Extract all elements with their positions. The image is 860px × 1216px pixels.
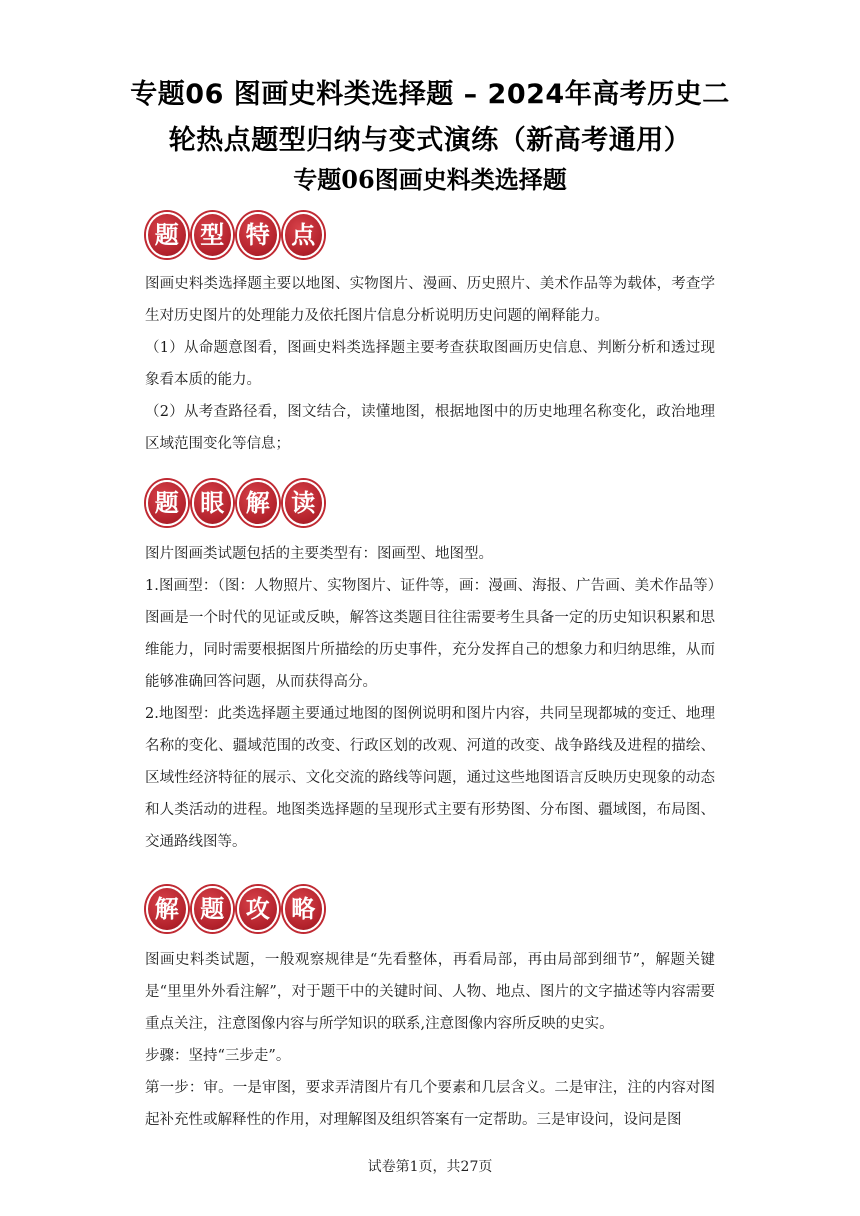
section-interpretation-text [145, 538, 715, 858]
badge-char: 解 [146, 886, 188, 932]
badge-char: 题 [146, 212, 188, 258]
paragraph: 第一步：审。一是审图，要求弄清图片有几个要素和几层含义。二是审注，注的内容对图起补充性或解释性的作用，对理解图及组织答案有一定帮助。三是审设问，设问是图 [145, 1080, 715, 1128]
badge-char: 读 [283, 480, 325, 526]
badge-char: 攻 [237, 886, 279, 932]
paragraph: 图画史料类选择题主要以地图、实物图片、漫画、历史照片、美术作品等为载体，考查学生对历史图片的处理能力及依托图片信息分析说明历史问题的阐释能力。 [145, 276, 715, 324]
section-badge-strategy [146, 884, 324, 934]
paragraph: 2.地图型：此类选择题主要通过地图的图例说明和图片内容，共同呈现都城的变迁、地理名称的变化、疆域范围的改变、行政区划的改观、河道的改变、战争路线及进程的描绘、区域性经济特征的展示、文化交流的路线等问题，通过这些地图语言反映历史现象的动态和人类活动的进程。地图类选择题的呈现形式主要有形势图、分布图、疆域图，布局图、交通路线图等。 [145, 706, 715, 850]
section-strategy-text [145, 944, 715, 1136]
paragraph: 图片图画类试题包括的主要类型有：图画型、地图型。 [145, 546, 493, 562]
badge-char: 解 [237, 480, 279, 526]
paragraph: （2）从考查路径看，图文结合，读懂地图，根据地图中的历史地理名称变化，政治地理区域范围变化等信息； [145, 404, 715, 452]
paragraph: 1.图画型：（图：人物照片、实物图片、证件等，画：漫画、海报、广告画、美术作品等）图画是一个时代的见证或反映，解答这类题目往往需要考生具备一定的历史知识积累和思维能力，同时需要根据图片所描绘的历史事件，充分发挥自己的想象力和归纳思维，从而能够准确回答问题，从而获得高分。 [145, 578, 715, 690]
document-title-line1: 专题06 图画史料类选择题 – 2024年高考历史二 [130, 79, 730, 110]
badge-char: 略 [283, 886, 325, 932]
page-footer: 试卷第1页，共27页 [367, 1159, 493, 1175]
paragraph: （1）从命题意图看，图画史料类选择题主要考查获取图画历史信息、判断分析和透过现象看本质的能力。 [145, 340, 715, 388]
paragraph: 图画史料类试题，一般观察规律是“先看整体，再看局部，再由局部到细节”，解题关键是“里里外外看注解”，对于题干中的关键时间、人物、地点、图片的文字描述等内容需要重点关注，注意图像内容与所学知识的联系,注意图像内容所反映的史实。 [145, 952, 715, 1032]
badge-char: 题 [146, 480, 188, 526]
badge-char: 题 [192, 886, 234, 932]
paragraph: 步骤：坚持“三步走”。 [145, 1048, 291, 1064]
document-title-line2: 轮热点题型归纳与变式演练（新高考通用） [168, 125, 692, 156]
section-badge-interpretation [146, 478, 324, 528]
badge-char: 特 [237, 212, 279, 258]
document-subtitle: 专题06图画史料类选择题 [293, 165, 567, 194]
section-features-text [145, 268, 715, 460]
badge-char: 点 [283, 212, 325, 258]
section-badge-features [146, 210, 324, 260]
badge-char: 眼 [192, 480, 234, 526]
badge-char: 型 [192, 212, 234, 258]
